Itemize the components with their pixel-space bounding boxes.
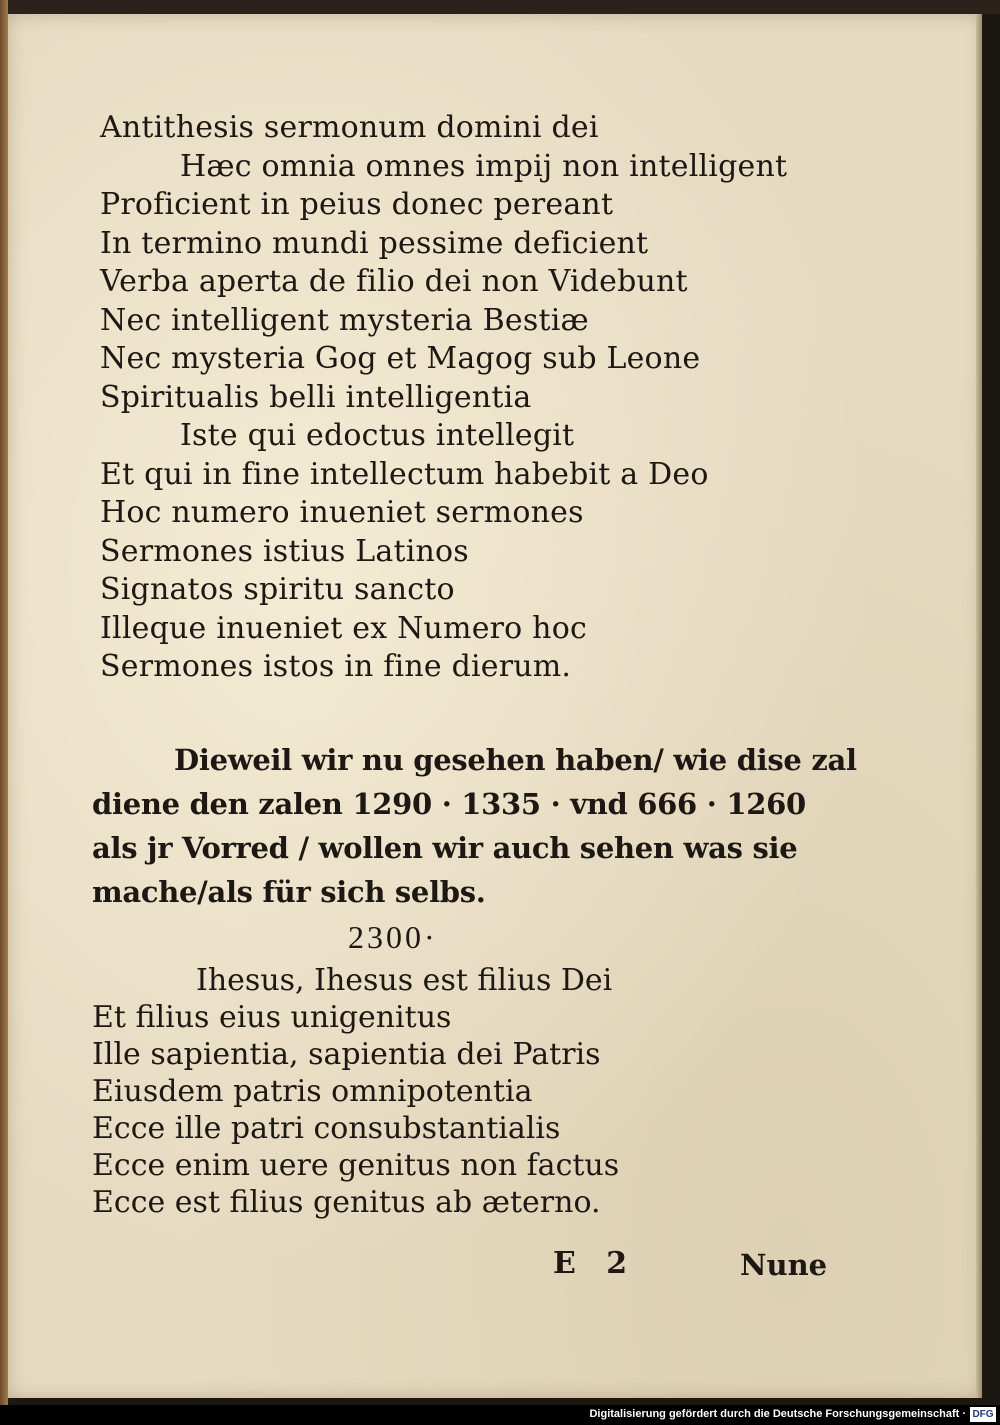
latin-line: Sermones istos in fine dierum. xyxy=(100,649,572,684)
latin-line: Ille sapientia, sapientia dei Patris xyxy=(92,1037,601,1072)
latin-line: Hoc numero inueniet sermones xyxy=(100,495,584,530)
latin-verse-block xyxy=(100,109,820,687)
book-binding-edge xyxy=(0,0,8,1405)
latin-line: Verba aperta de filio dei non Videbunt xyxy=(100,264,688,299)
latin-line: Signatos spiritu sancto xyxy=(100,572,455,607)
german-line: mache/als für sich selbs. xyxy=(92,875,486,909)
latin-line: Nec intelligent mysteria Bestiæ xyxy=(100,302,589,338)
latin-line: Sermones istius Latinos xyxy=(100,533,469,569)
dfg-logo: DFG xyxy=(970,1407,996,1422)
book-page xyxy=(8,14,982,1398)
page-right-edge xyxy=(976,14,982,1398)
german-paragraph xyxy=(92,738,857,914)
latin-line: Proficient in peius donec pereant xyxy=(100,187,614,222)
latin-line: Antithesis sermonum domini dei xyxy=(100,110,599,145)
latin-line: Eiusdem patris omnipotentia xyxy=(92,1074,533,1109)
latin-line: Nec mysteria Gog et Magog sub Leone xyxy=(100,341,701,376)
catchword: Nune xyxy=(740,1248,828,1282)
latin-line: In termino mundi pessime deficient xyxy=(100,225,649,261)
latin-line: Et filius eius unigenitus xyxy=(92,1000,452,1035)
latin-line: Ecce ille patri consubstantialis xyxy=(92,1111,561,1146)
latin-line: Ecce enim uere genitus non factus xyxy=(92,1148,620,1183)
german-line: diene den zalen 1290 · 1335 · vnd 666 · 1260 xyxy=(92,787,806,821)
number-heading: 2300· xyxy=(348,919,438,955)
latin-line: Iste qui edoctus intellegit xyxy=(180,418,575,453)
latin-line: Ecce est filius genitus ab æterno. xyxy=(92,1185,601,1220)
german-line: Dieweil wir nu gesehen haben/ wie dise zal xyxy=(174,743,857,777)
latin-verse-block-2 xyxy=(92,962,812,1221)
latin-line: Et qui in fine intellectum habebit a Deo xyxy=(100,456,709,492)
latin-line: Spiritualis belli intelligentia xyxy=(100,379,532,415)
digitization-credit: Digitalisierung gefördert durch die Deutsche Forschungsgemeinschaft · xyxy=(589,1408,966,1420)
latin-line: Hæc omnia omnes impij non intelligent xyxy=(180,148,788,184)
signature-mark: E 2 xyxy=(553,1246,638,1281)
latin-line: Ihesus, Ihesus est filius Dei xyxy=(196,963,613,998)
scan-top-strip xyxy=(0,0,1000,14)
latin-line: Illeque inueniet ex Numero hoc xyxy=(100,610,587,646)
german-line: als jr Vorred / wollen wir auch sehen was sie xyxy=(92,831,798,865)
